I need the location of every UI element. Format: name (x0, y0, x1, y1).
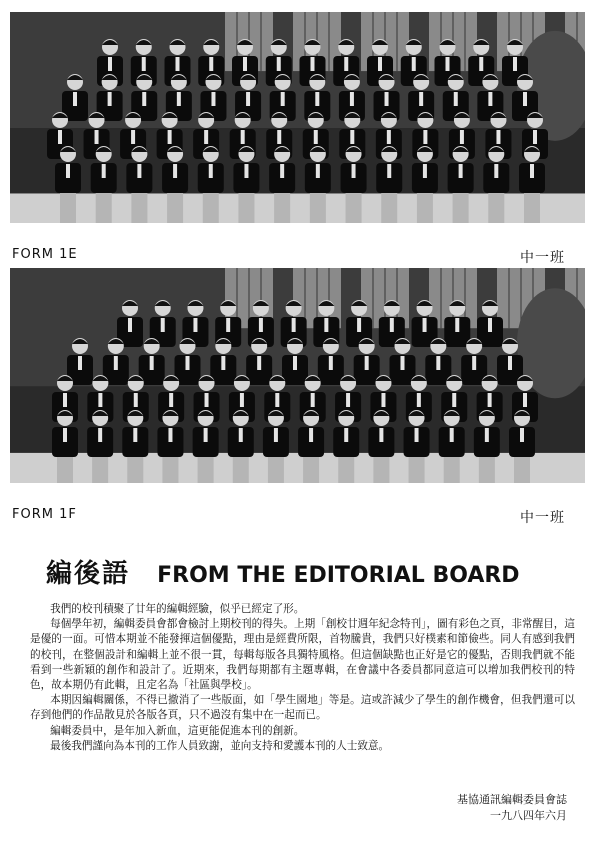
editorial-signature (457, 792, 567, 824)
signature-date: 一九八四年六月 (490, 809, 567, 822)
signature-committee: 基協通訊編輯委員會誌 (457, 793, 567, 806)
class-photo-1f (10, 268, 585, 483)
heading-english: FROM THE EDITORIAL BOARD (157, 563, 520, 588)
editorial-paragraph: 編輯委員中，是年加入新血，這更能促進本刊的創新。 (50, 724, 305, 737)
editorial-heading (46, 553, 566, 590)
class-photo-1e-image (10, 12, 585, 223)
photo-caption-form-1e: FORM 1E (12, 247, 78, 262)
photo-caption-form-1f: FORM 1F (12, 507, 77, 522)
photo-caption-form-1e-zh: 中一班 (520, 250, 565, 266)
class-photo-1e (10, 12, 585, 223)
editorial-paragraph: 本期因編輯關係，不得已撤消了一些版面，如「學生園地」等是。這或許減少了學生的創作機會，但我們還可以存到他們的作品散見於各版各頁，只不過沒有集中在一起而已。 (30, 694, 575, 722)
editorial-paragraph: 最後我們謹向為本刊的工作人員致謝，並向支持和愛護本刊的人士致意。 (50, 739, 390, 752)
editorial-body (30, 602, 575, 754)
heading-chinese: 編後語 (46, 559, 131, 589)
editorial-paragraph: 每個學年初，編輯委員會都會檢討上期校刊的得失。上期「創校廿週年紀念特刊」，圖有彩色之頁，非常醒目，這是優的一面。可惜本期並不能發揮這個優點，理由是經費所限，首物騰貴，我們只好樸素和節儉些。同人有感到我們的校刊，在整個設計和編輯上並不很一貫，每輯每版各具獨特風格。但這個缺點也正好是它的優點，否則我們就不能看到一些新穎的創作和設計了。近期來，我們每期都有主題專輯，在會議中各委員都同意這可以增加我們校刊的特色，故本期仍有此輯，且定名為「社區與學校」。 (30, 618, 575, 692)
photo-caption-form-1f-zh: 中一班 (520, 510, 565, 526)
class-photo-1f-image (10, 268, 585, 483)
editorial-paragraph: 我們的校刊積聚了廿年的編輯經驗，似乎已經定了形。 (50, 603, 305, 615)
